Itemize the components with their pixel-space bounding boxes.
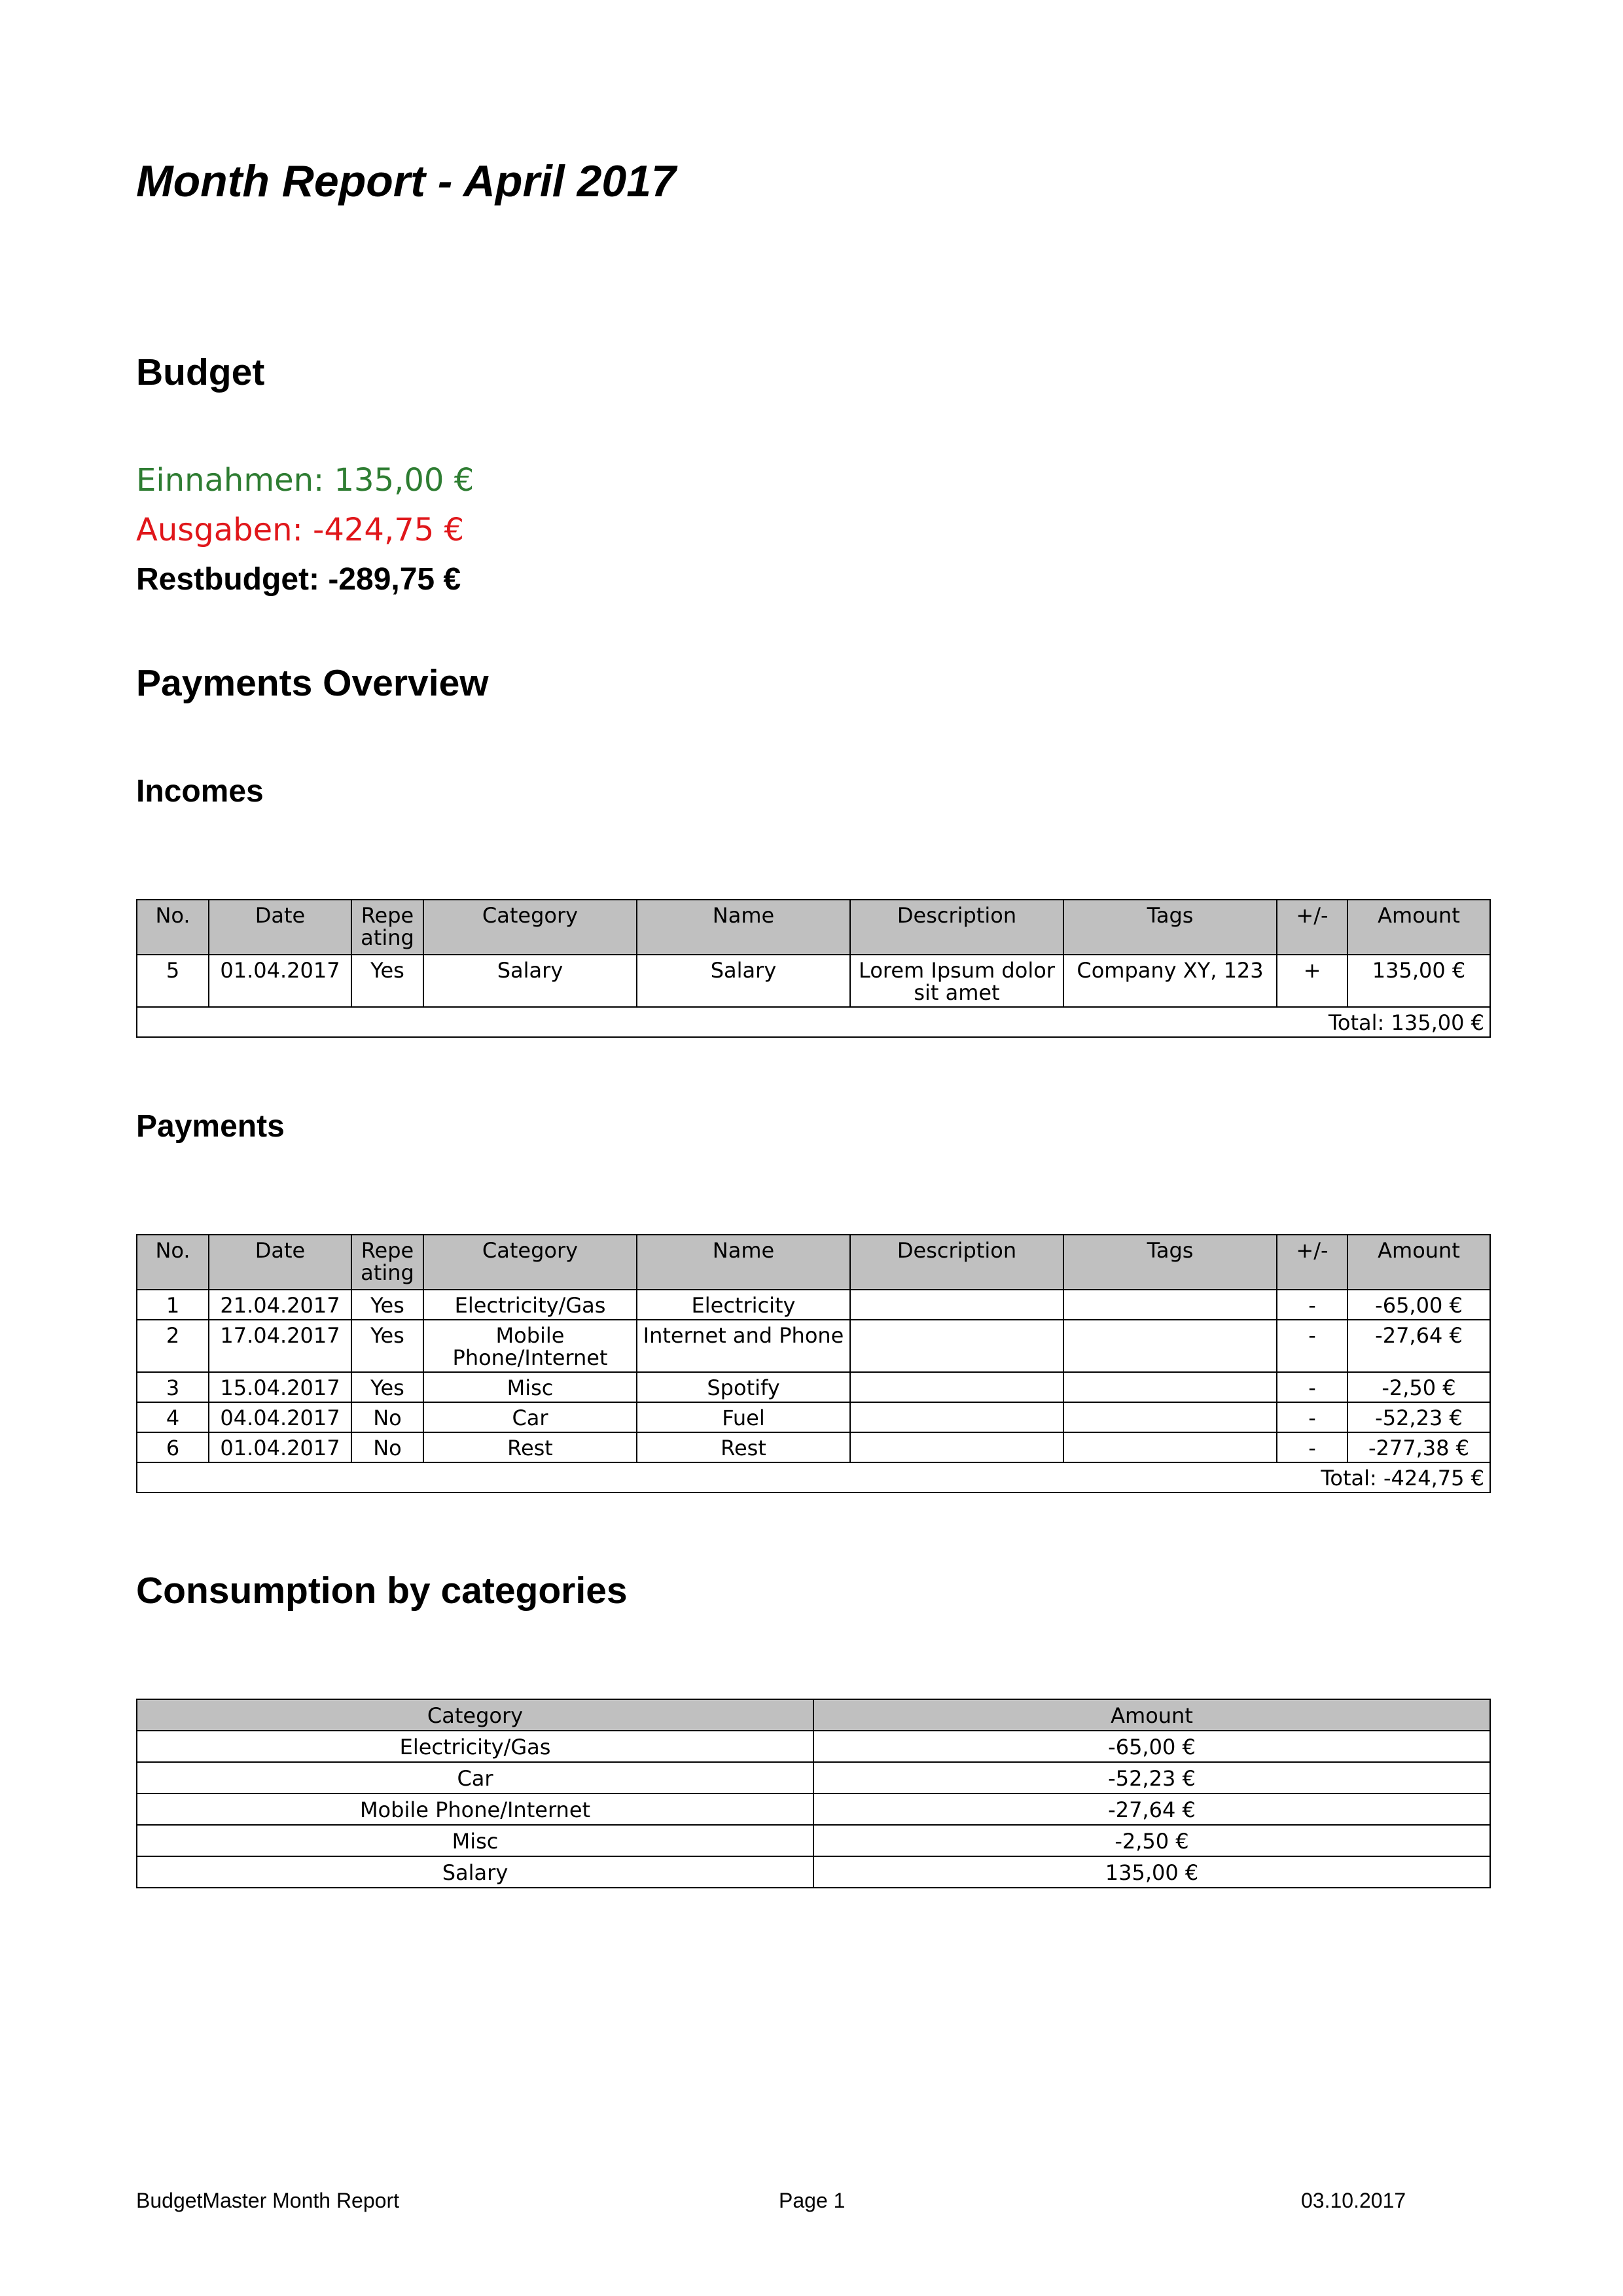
column-header: Name bbox=[637, 900, 850, 955]
column-header: Date bbox=[209, 1235, 351, 1290]
footer-left: BudgetMaster Month Report bbox=[136, 2189, 399, 2212]
table-cell: 135,00 € bbox=[1347, 955, 1490, 1007]
table-cell bbox=[850, 1290, 1063, 1320]
table-cell bbox=[850, 1402, 1063, 1432]
income-summary: Einnahmen: 135,00 € bbox=[136, 462, 474, 499]
table-cell: -52,23 € bbox=[813, 1762, 1490, 1793]
table-cell: -2,50 € bbox=[1347, 1372, 1490, 1402]
table-cell: Car bbox=[137, 1762, 813, 1793]
table-cell bbox=[850, 1320, 1063, 1372]
consumption-table bbox=[136, 1699, 1491, 1888]
table-cell: 4 bbox=[137, 1402, 209, 1432]
column-header: Amount bbox=[1347, 900, 1490, 955]
table-cell: Rest bbox=[423, 1432, 637, 1462]
table-cell: - bbox=[1277, 1372, 1347, 1402]
table-cell: Internet and Phone bbox=[637, 1320, 850, 1372]
column-header: Category bbox=[423, 900, 637, 955]
table-cell: Electricity/Gas bbox=[137, 1731, 813, 1762]
column-header: +/- bbox=[1277, 1235, 1347, 1290]
table-cell: 21.04.2017 bbox=[209, 1290, 351, 1320]
incomes-table bbox=[136, 899, 1491, 1038]
table-cell: 01.04.2017 bbox=[209, 955, 351, 1007]
table-cell: 17.04.2017 bbox=[209, 1320, 351, 1372]
table-cell: -52,23 € bbox=[1347, 1402, 1490, 1432]
table-cell: Company XY, 123 bbox=[1063, 955, 1277, 1007]
table-row bbox=[137, 1825, 1490, 1856]
table-cell: No bbox=[351, 1432, 423, 1462]
table-row bbox=[137, 1762, 1490, 1793]
table-cell: Electricity bbox=[637, 1290, 850, 1320]
column-header: Category bbox=[137, 1699, 813, 1731]
table-cell: -27,64 € bbox=[813, 1793, 1490, 1825]
table-cell bbox=[1063, 1432, 1277, 1462]
rest-budget-summary: Restbudget: -289,75 € bbox=[136, 562, 461, 597]
table-row bbox=[137, 1372, 1490, 1402]
table-cell bbox=[1063, 1402, 1277, 1432]
payments-heading: Payments bbox=[136, 1109, 285, 1144]
table-cell: No bbox=[351, 1402, 423, 1432]
table-cell: 1 bbox=[137, 1290, 209, 1320]
table-cell: Yes bbox=[351, 1372, 423, 1402]
table-row bbox=[137, 1432, 1490, 1462]
table-row bbox=[137, 1856, 1490, 1888]
footer-page-number: Page 1 bbox=[779, 2189, 846, 2212]
table-cell: Lorem Ipsum dolor sit amet bbox=[850, 955, 1063, 1007]
table-cell: Mobile Phone/Internet bbox=[137, 1793, 813, 1825]
table-cell bbox=[850, 1432, 1063, 1462]
table-cell: 6 bbox=[137, 1432, 209, 1462]
table-cell: 5 bbox=[137, 955, 209, 1007]
table-row bbox=[137, 1731, 1490, 1762]
table-row bbox=[137, 1320, 1490, 1372]
column-header: +/- bbox=[1277, 900, 1347, 955]
table-cell: Salary bbox=[137, 1856, 813, 1888]
incomes-heading: Incomes bbox=[136, 774, 264, 809]
table-cell: Salary bbox=[637, 955, 850, 1007]
budget-heading: Budget bbox=[136, 351, 265, 393]
total-row bbox=[137, 1462, 1490, 1492]
table-row bbox=[137, 1402, 1490, 1432]
table-cell: Yes bbox=[351, 955, 423, 1007]
table-cell: 3 bbox=[137, 1372, 209, 1402]
table-cell bbox=[1063, 1320, 1277, 1372]
table-cell: -277,38 € bbox=[1347, 1432, 1490, 1462]
table-row bbox=[137, 1793, 1490, 1825]
column-header: Category bbox=[423, 1235, 637, 1290]
column-header: Description bbox=[850, 1235, 1063, 1290]
total-cell: Total: 135,00 € bbox=[137, 1007, 1490, 1037]
table-cell: + bbox=[1277, 955, 1347, 1007]
column-header: Repe ating bbox=[351, 1235, 423, 1290]
column-header: Amount bbox=[1347, 1235, 1490, 1290]
table-cell bbox=[850, 1372, 1063, 1402]
table-cell: 135,00 € bbox=[813, 1856, 1490, 1888]
page-title: Month Report - April 2017 bbox=[136, 156, 676, 206]
consumption-heading: Consumption by categories bbox=[136, 1570, 628, 1612]
total-cell: Total: -424,75 € bbox=[137, 1462, 1490, 1492]
payments-header-row bbox=[137, 1235, 1490, 1290]
table-cell: -65,00 € bbox=[1347, 1290, 1490, 1320]
total-row bbox=[137, 1007, 1490, 1037]
column-header: Description bbox=[850, 900, 1063, 955]
table-cell: Fuel bbox=[637, 1402, 850, 1432]
table-cell: Rest bbox=[637, 1432, 850, 1462]
table-cell: Yes bbox=[351, 1290, 423, 1320]
table-cell: 15.04.2017 bbox=[209, 1372, 351, 1402]
column-header: Amount bbox=[813, 1699, 1490, 1731]
table-cell: 04.04.2017 bbox=[209, 1402, 351, 1432]
table-cell: Salary bbox=[423, 955, 637, 1007]
table-cell: 2 bbox=[137, 1320, 209, 1372]
table-row bbox=[137, 955, 1490, 1007]
payments-overview-heading: Payments Overview bbox=[136, 662, 489, 704]
column-header: Date bbox=[209, 900, 351, 955]
table-cell: Car bbox=[423, 1402, 637, 1432]
table-cell: Mobile Phone/Internet bbox=[423, 1320, 637, 1372]
column-header: No. bbox=[137, 1235, 209, 1290]
table-cell: Misc bbox=[423, 1372, 637, 1402]
table-cell: Electricity/Gas bbox=[423, 1290, 637, 1320]
table-cell: - bbox=[1277, 1320, 1347, 1372]
column-header: Tags bbox=[1063, 900, 1277, 955]
column-header: No. bbox=[137, 900, 209, 955]
table-cell: - bbox=[1277, 1402, 1347, 1432]
incomes-header-row bbox=[137, 900, 1490, 955]
payments-table bbox=[136, 1234, 1491, 1493]
table-row bbox=[137, 1290, 1490, 1320]
footer-date: 03.10.2017 bbox=[1301, 2189, 1406, 2212]
expense-summary: Ausgaben: -424,75 € bbox=[136, 512, 465, 548]
table-cell: Misc bbox=[137, 1825, 813, 1856]
table-cell: - bbox=[1277, 1290, 1347, 1320]
column-header: Repe ating bbox=[351, 900, 423, 955]
table-cell: -2,50 € bbox=[813, 1825, 1490, 1856]
table-cell: - bbox=[1277, 1432, 1347, 1462]
table-cell: 01.04.2017 bbox=[209, 1432, 351, 1462]
table-cell: Spotify bbox=[637, 1372, 850, 1402]
table-cell bbox=[1063, 1372, 1277, 1402]
column-header: Name bbox=[637, 1235, 850, 1290]
table-cell bbox=[1063, 1290, 1277, 1320]
consumption-header-row bbox=[137, 1699, 1490, 1731]
table-cell: -65,00 € bbox=[813, 1731, 1490, 1762]
table-cell: Yes bbox=[351, 1320, 423, 1372]
table-cell: -27,64 € bbox=[1347, 1320, 1490, 1372]
column-header: Tags bbox=[1063, 1235, 1277, 1290]
